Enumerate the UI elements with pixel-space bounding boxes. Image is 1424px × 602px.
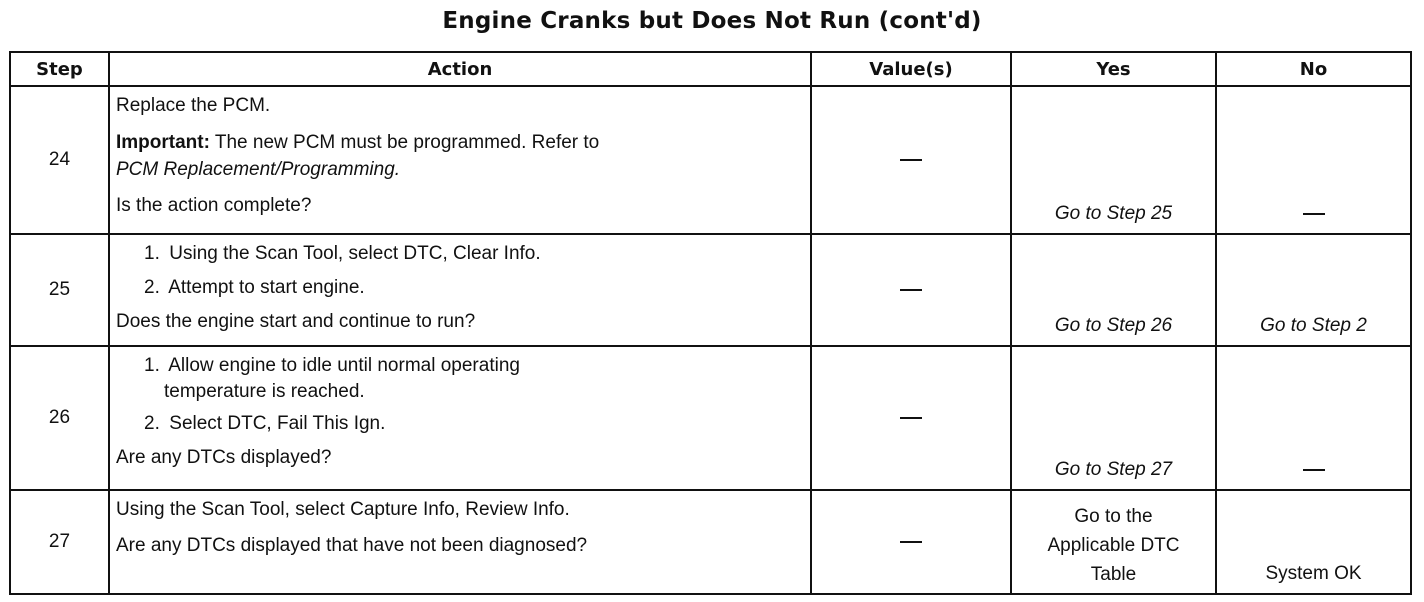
- important-text: The new PCM must be programmed. Refer to: [209, 132, 600, 153]
- value-dash: [900, 159, 922, 161]
- value-dash: [900, 541, 922, 543]
- list-text: Using the Scan Tool, select DTC, Clear Info.: [169, 242, 541, 264]
- action-cell: [109, 86, 811, 234]
- list-text-continued: temperature is reached.: [164, 381, 365, 403]
- step-number: 27: [10, 490, 109, 594]
- step-number: 26: [10, 346, 109, 490]
- table-row-step-24: [10, 86, 1411, 234]
- action-text: Replace the PCM.: [116, 95, 271, 116]
- action-question: Does the engine start and continue to run?: [116, 310, 476, 332]
- important-label: Important:: [116, 132, 210, 153]
- no-dash: [1303, 469, 1325, 471]
- header-yes: Yes: [1011, 52, 1216, 86]
- list-number: 2.: [144, 413, 160, 435]
- yes-cell: Go to Step 27: [1011, 346, 1216, 490]
- list-text: Attempt to start engine.: [168, 276, 365, 298]
- step-number: 24: [10, 86, 109, 234]
- header-values: Value(s): [811, 52, 1011, 86]
- value-cell: [811, 346, 1011, 490]
- list-number: 1.: [144, 355, 160, 377]
- action-cell: [109, 234, 811, 346]
- page-title: Engine Cranks but Does Not Run (cont'd): [442, 8, 982, 34]
- action-cell: [109, 346, 811, 490]
- table-row-step-27: [10, 490, 1411, 594]
- no-dash: [1303, 213, 1325, 215]
- list-number: 1.: [144, 242, 160, 264]
- table-header-row: [10, 52, 1411, 86]
- yes-cell: [1011, 490, 1216, 594]
- step-number: 25: [10, 234, 109, 346]
- header-action: Action: [109, 52, 811, 86]
- value-cell: [811, 234, 1011, 346]
- action-question: Are any DTCs displayed?: [116, 447, 332, 469]
- value-dash: [900, 417, 922, 419]
- important-note: [116, 129, 806, 183]
- procedure-reference: PCM Replacement/Programming.: [116, 159, 401, 180]
- table-row-step-25: [10, 234, 1411, 346]
- no-cell: Go to Step 2: [1216, 234, 1411, 346]
- list-item: [136, 353, 806, 405]
- list-text: Allow engine to idle until normal operating: [168, 355, 520, 377]
- no-cell: [1216, 346, 1411, 490]
- action-text: Using the Scan Tool, select Capture Info, Review Info.: [116, 498, 570, 520]
- table-row-step-26: [10, 346, 1411, 490]
- value-dash: [900, 289, 922, 291]
- yes-line: Table: [1090, 564, 1137, 585]
- diagnostic-table: [9, 51, 1412, 595]
- list-number: 2.: [144, 276, 160, 298]
- yes-cell: Go to Step 25: [1011, 86, 1216, 234]
- value-cell: [811, 490, 1011, 594]
- action-question: Is the action complete?: [116, 195, 312, 216]
- list-item: [136, 411, 806, 437]
- yes-line: Go to the: [1074, 506, 1153, 527]
- list-text: Select DTC, Fail This Ign.: [169, 413, 386, 435]
- no-cell: [1216, 86, 1411, 234]
- no-cell: System OK: [1216, 490, 1411, 594]
- yes-line: Applicable DTC: [1047, 535, 1180, 556]
- header-no: No: [1216, 52, 1411, 86]
- value-cell: [811, 86, 1011, 234]
- action-question: Are any DTCs displayed that have not been diagnosed?: [116, 534, 588, 556]
- yes-cell: Go to Step 26: [1011, 234, 1216, 346]
- header-step: Step: [10, 52, 109, 86]
- action-cell: [109, 490, 811, 594]
- list-item: [136, 241, 806, 267]
- list-item: [136, 275, 806, 301]
